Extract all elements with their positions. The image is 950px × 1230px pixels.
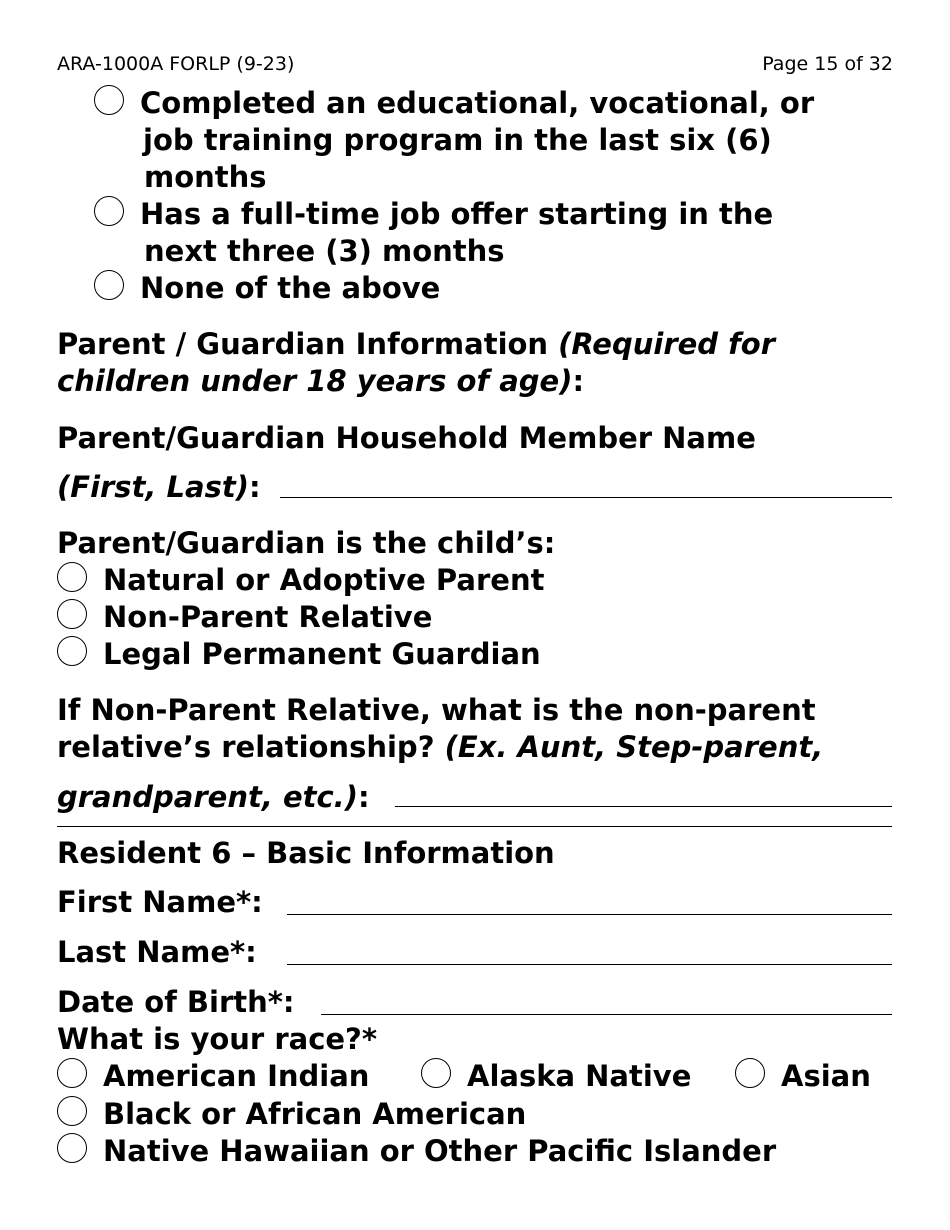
option-none-of-above: None of the above — [140, 271, 441, 305]
nonparent-question-line3: grandparent, etc.): — [57, 780, 370, 814]
option-legal-guardian: Legal Permanent Guardian — [103, 637, 541, 671]
nonparent-question-line2: relative’s relationship? (Ex. Aunt, Step-parent, — [57, 730, 824, 764]
guardian-name-sublabel: (First, Last): — [57, 470, 261, 504]
first-name-label: First Name*: — [57, 885, 263, 919]
last-name-field[interactable] — [287, 964, 892, 965]
option-completed-program-line3: months — [144, 160, 267, 194]
option-job-offer-line1: Has a full-time job offer starting in the — [140, 197, 774, 231]
option-asian: Asian — [781, 1059, 871, 1093]
guardian-section-title: Parent / Guardian Information (Required for — [57, 327, 775, 361]
radio-alaska-native[interactable] — [421, 1058, 451, 1088]
last-name-label: Last Name*: — [57, 935, 257, 969]
option-completed-program-line1: Completed an educational, vocational, or — [140, 86, 815, 120]
radio-asian[interactable] — [735, 1058, 765, 1088]
page-number: Page 15 of 32 — [762, 53, 893, 75]
option-job-offer-line2: next three (3) months — [144, 234, 505, 268]
radio-completed-program[interactable] — [94, 85, 124, 115]
guardian-name-label: Parent/Guardian Household Member Name — [57, 421, 756, 455]
first-name-field[interactable] — [287, 914, 892, 915]
guardian-relation-question: Parent/Guardian is the child’s: — [57, 526, 556, 560]
radio-black-african-american[interactable] — [57, 1096, 87, 1126]
option-american-indian: American Indian — [103, 1059, 370, 1093]
dob-label: Date of Birth*: — [57, 985, 295, 1019]
dob-field[interactable] — [321, 1014, 892, 1015]
option-pacific-islander: Native Hawaiian or Other Pacific Islander — [103, 1134, 777, 1168]
guardian-name-field[interactable] — [280, 497, 892, 498]
form-id: ARA-1000A FORLP (9-23) — [57, 53, 295, 75]
radio-legal-guardian[interactable] — [57, 636, 87, 666]
section-divider — [57, 826, 892, 827]
race-question: What is your race?* — [57, 1022, 378, 1056]
option-non-parent-relative: Non-Parent Relative — [103, 600, 433, 634]
radio-natural-parent[interactable] — [57, 562, 87, 592]
option-natural-parent: Natural or Adoptive Parent — [103, 563, 545, 597]
radio-job-offer[interactable] — [94, 196, 124, 226]
radio-non-parent-relative[interactable] — [57, 599, 87, 629]
option-black-african-american: Black or African American — [103, 1097, 527, 1131]
nonparent-question-line1: If Non-Parent Relative, what is the non-parent — [57, 693, 816, 727]
nonparent-relationship-field[interactable] — [395, 806, 892, 807]
radio-none-of-above[interactable] — [94, 270, 124, 300]
radio-american-indian[interactable] — [57, 1058, 87, 1088]
resident6-title: Resident 6 – Basic Information — [57, 836, 555, 870]
option-completed-program-line2: job training program in the last six (6) — [143, 123, 772, 157]
radio-pacific-islander[interactable] — [57, 1133, 87, 1163]
option-alaska-native: Alaska Native — [467, 1059, 692, 1093]
guardian-section-title-note: children under 18 years of age): — [57, 364, 585, 398]
